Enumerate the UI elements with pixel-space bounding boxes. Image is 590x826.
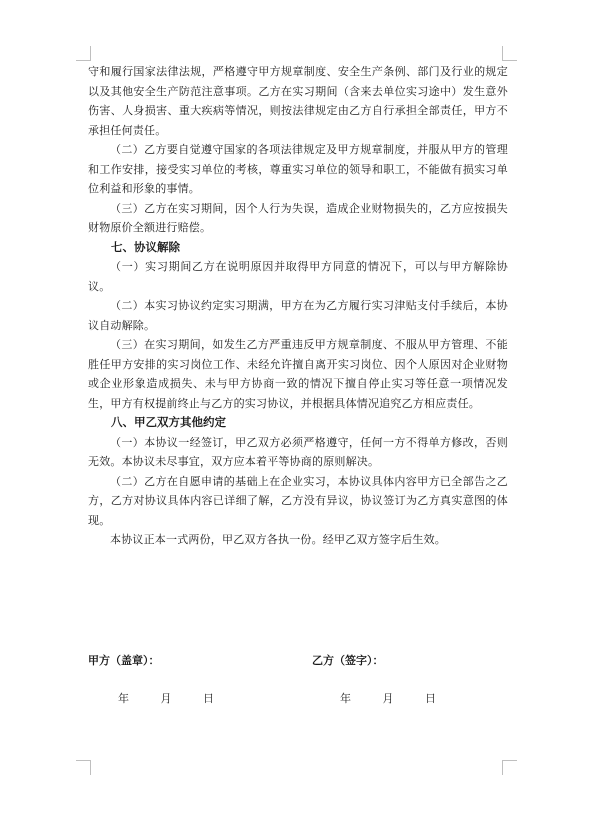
page-corner-mark: [502, 760, 517, 775]
paragraph: （一）本协议一经签订，甲乙双方必须严格遵守，任何一方不得单方修改，否则无效。本协议未尽事宜，双方应本着平等协商的原则解决。: [88, 435, 508, 468]
paragraph: （三）在实习期间，如发生乙方严重违反甲方规章制度、不服从甲方管理、不能胜任甲方安排的实习岗位工作、未经允许擅自离开实习岗位、因个人原因对企业财物或企业形象造成损失、未与甲方协商一致的情况下擅自停止实习等任意一项情况发生，甲方有权提前终止与乙方的实习协议，并根据具体情况追究乙方相应责任。: [88, 338, 508, 410]
document-body: [88, 62, 508, 550]
page-corner-mark: [76, 760, 91, 775]
page-corner-mark: [76, 46, 91, 61]
paragraph: （二）乙方要自觉遵守国家的各项法律规定及甲方规章制度，并服从甲方的管理和工作安排，接受实习单位的考核，尊重实习单位的领导和职工，不能做有损实习单位利益和形象的事情。: [88, 143, 508, 195]
paragraph: （一）实习期间乙方在说明原因并取得甲方同意的情况下，可以与甲方解除协议。: [88, 260, 508, 293]
party-b-signature-label: 乙方（签字）：: [312, 654, 384, 667]
section-heading: 七、协议解除: [111, 239, 180, 254]
paragraph: （二）本实习协议约定实习期满，甲方在为乙方履行实习津贴支付手续后，本协议自动解除。: [88, 299, 508, 332]
party-a-signature-label: 甲方（盖章）：: [88, 654, 160, 667]
party-b-date: 年 月 日: [340, 692, 450, 705]
paragraph: 本协议正本一式两份，甲乙双方各执一份。经甲乙双方签字后生效。: [110, 533, 446, 546]
party-a-date: 年 月 日: [118, 692, 228, 705]
page-corner-mark: [502, 46, 517, 61]
section-heading: 八、甲乙双方其他约定: [111, 415, 226, 429]
paragraph: （二）乙方在自愿申请的基础上在企业实习，本协议具体内容甲方已全部告之乙方，乙方对协议具体内容已详细了解，乙方没有异议，协议签订为乙方真实意图的体现。: [88, 474, 508, 527]
paragraph: 守和履行国家法律法规，严格遵守甲方规章制度、安全生产条例、部门及行业的规定以及其他安全生产防范注意事项。乙方在实习期间（含来去单位实习途中）发生意外伤害、人身损害、重大疾病等情况，则按法律规定由乙方自行承担全部责任，甲方不承担任何责任。: [88, 65, 508, 137]
paragraph: （三）乙方在实习期间，因个人行为失误，造成企业财物损失的，乙方应按损失财物原价全额进行赔偿。: [88, 201, 508, 234]
